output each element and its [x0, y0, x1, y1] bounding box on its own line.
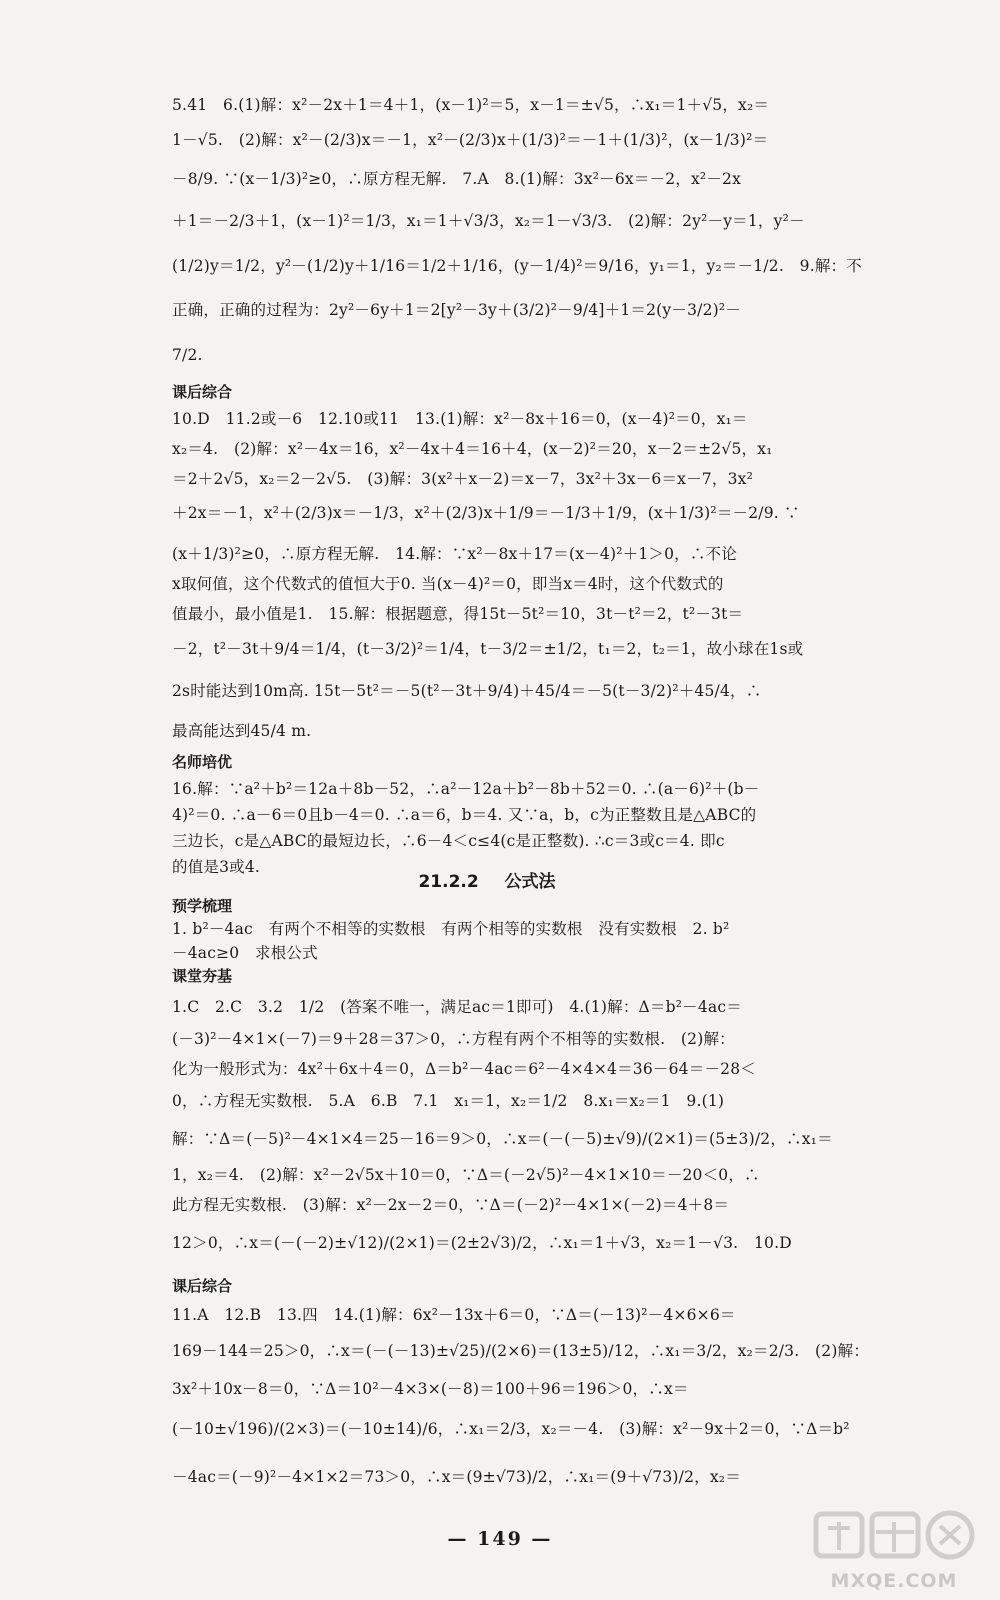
- text-line: 化为一般形式为：4x²＋6x＋4＝0，Δ＝b²－4ac＝6²－4×4×4＝36－64＝－28＜: [172, 1060, 756, 1078]
- text-line: 最高能达到45/4 m.: [172, 722, 312, 740]
- section-name: 公式法: [504, 872, 556, 892]
- section-number: 21.2.2: [418, 872, 479, 892]
- text-line: －4ac≥0 求根公式: [172, 944, 318, 962]
- text-line: 16.解：∵a²＋b²＝12a＋8b－52，∴a²－12a＋b²－8b＋52＝0. ∴(a－6)²＋(b－: [172, 780, 760, 798]
- section-title: [172, 871, 802, 893]
- page-number: — 149 —: [447, 1528, 553, 1550]
- text-line: 三边长，c是△ABC的最短边长，∴6－4＜c≤4(c是正整数). ∴c＝3或c＝4. 即c: [172, 832, 725, 850]
- text-line: 1－√5. (2)解：x²－(2/3)x＝－1，x²－(2/3)x＋(1/3)²＝－1＋(1/3)²，(x－1/3)²＝: [172, 131, 769, 149]
- watermark-text: MXQE.COM: [830, 1570, 958, 1592]
- text-line: (－3)²－4×1×(－7)＝9＋28＝37＞0，∴方程有两个不相等的实数根. (2)解：: [172, 1030, 735, 1048]
- text-line: －2，t²－3t＋9/4＝1/4，(t－3/2)²＝1/4，t－3/2＝±1/2，t₁＝2，t₂＝1，故小球在1s或: [172, 640, 804, 658]
- text-line: x₂＝4. (2)解：x²－4x＝16，x²－4x＋4＝16＋4，(x－2)²＝20，x－2＝±2√5，x₁: [172, 440, 773, 458]
- text-line: 值最小，最小值是1. 15.解：根据题意，得15t－5t²＝10，3t－t²＝2，t²－3t＝: [172, 605, 744, 623]
- text-line: ＋2x＝－1，x²＋(2/3)x＝－1/3，x²＋(2/3)x＋1/9＝－1/3＋1/9，(x＋1/3)²＝－2/9. ∵: [172, 504, 800, 522]
- text-line: 10.D 11.2或－6 12.10或11 13.(1)解：x²－8x＋16＝0，(x－4)²＝0，x₁＝: [172, 410, 748, 428]
- heading-class-basics: 课堂夯基: [172, 967, 233, 985]
- text-line: 4)²＝0. ∴a－6＝0且b－4＝0. ∴a＝6，b＝4. 又∵a，b，c为正整数且是△ABC的: [172, 806, 757, 824]
- text-line: 1.C 2.C 3.2 1/2 (答案不唯一，满足ac＝1即可) 4.(1)解：Δ＝b²－4ac＝: [172, 998, 742, 1016]
- heading-preview: 预学梳理: [172, 897, 233, 915]
- text-line: (－10±√196)/(2×3)＝(－10±14)/6，∴x₁＝2/3，x₂＝－4. (3)解：x²－9x＋2＝0，∵Δ＝b²: [172, 1420, 850, 1438]
- text-line: －4ac＝(－9)²－4×1×2＝73＞0，∴x＝(9±√73)/2，∴x₁＝(9＋√73)/2，x₂＝: [172, 1468, 741, 1486]
- text-line: 2s时能达到10m高. 15t－5t²＝－5(t²－3t＋9/4)＋45/4＝－5(t－3/2)²＋45/4，∴: [172, 682, 762, 700]
- watermark-logo: [806, 1508, 982, 1592]
- heading-famous-teacher: 名师培优: [172, 753, 233, 771]
- text-line: 1，x₂＝4. (2)解：x²－2√5x＋10＝0，∵Δ＝(－2√5)²－4×1×10＝－20＜0，∴: [172, 1166, 760, 1184]
- text-line: 5.41 6.(1)解：x²－2x＋1＝4＋1，(x－1)²＝5，x－1＝±√5，∴x₁＝1＋√5，x₂＝: [172, 96, 770, 114]
- text-line: 正确，正确的过程为：2y²－6y＋1＝2[y²－3y＋(3/2)²－9/4]＋1＝2(y－3/2)²－: [172, 301, 741, 319]
- watermark-logo-icon: [806, 1508, 982, 1568]
- text-line: (x＋1/3)²≥0，∴原方程无解. 14.解：∵x²－8x＋17＝(x－4)²＋1＞0，∴不论: [172, 545, 737, 563]
- text-line: 3x²＋10x－8＝0，∵Δ＝10²－4×3×(－8)＝100＋96＝196＞0，∴x＝: [172, 1380, 689, 1398]
- text-line: 169－144＝25＞0，∴x＝(－(－13)±√25)/(2×6)＝(13±5)/12，∴x₁＝3/2，x₂＝2/3. (2)解：: [172, 1342, 870, 1360]
- text-line: x取何值，这个代数式的值恒大于0. 当(x－4)²＝0，即当x＝4时，这个代数式的: [172, 575, 724, 593]
- heading-after-class: 课后综合: [172, 1277, 233, 1295]
- text-line: －8/9. ∵(x－1/3)²≥0，∴原方程无解. 7.A 8.(1)解：3x²－6x＝－2，x²－2x: [172, 170, 742, 188]
- text-line: 的值是3或4.: [172, 858, 261, 876]
- heading-after-class: 课后综合: [172, 383, 233, 401]
- text-line: 12＞0，∴x＝(－(－2)±√12)/(2×1)＝(2±2√3)/2，∴x₁＝1＋√3，x₂＝1－√3. 10.D: [172, 1234, 792, 1252]
- text-line: 此方程无实数根. (3)解：x²－2x－2＝0，∵Δ＝(－2)²－4×1×(－2)＝4＋8＝: [172, 1196, 730, 1214]
- text-line: 7/2.: [172, 346, 203, 364]
- text-line: ＋1＝－2/3＋1，(x－1)²＝1/3，x₁＝1＋√3/3，x₂＝1－√3/3. (2)解：2y²－y＝1，y²－: [172, 212, 805, 230]
- text-line: 1. b²－4ac 有两个不相等的实数根 有两个相等的实数根 没有实数根 2. b²: [172, 920, 730, 938]
- text-line: 0，∴方程无实数根. 5.A 6.B 7.1 x₁＝1，x₂＝1/2 8.x₁＝x₂＝1 9.(1): [172, 1092, 725, 1110]
- text-line: (1/2)y＝1/2，y²－(1/2)y＋1/16＝1/2＋1/16，(y－1/4)²＝9/16，y₁＝1，y₂＝－1/2. 9.解：不: [172, 257, 862, 275]
- text-line: 11.A 12.B 13.四 14.(1)解：6x²－13x＋6＝0，∵Δ＝(－13)²－4×6×6＝: [172, 1306, 736, 1324]
- text-line: 解：∵Δ＝(－5)²－4×1×4＝25－16＝9＞0，∴x＝(－(－5)±√9)/(2×1)＝(5±3)/2，∴x₁＝: [172, 1130, 833, 1148]
- text-line: ＝2＋2√5，x₂＝2－2√5. (3)解：3(x²＋x－2)＝x－7，3x²＋3x－6＝x－7，3x²: [172, 470, 753, 488]
